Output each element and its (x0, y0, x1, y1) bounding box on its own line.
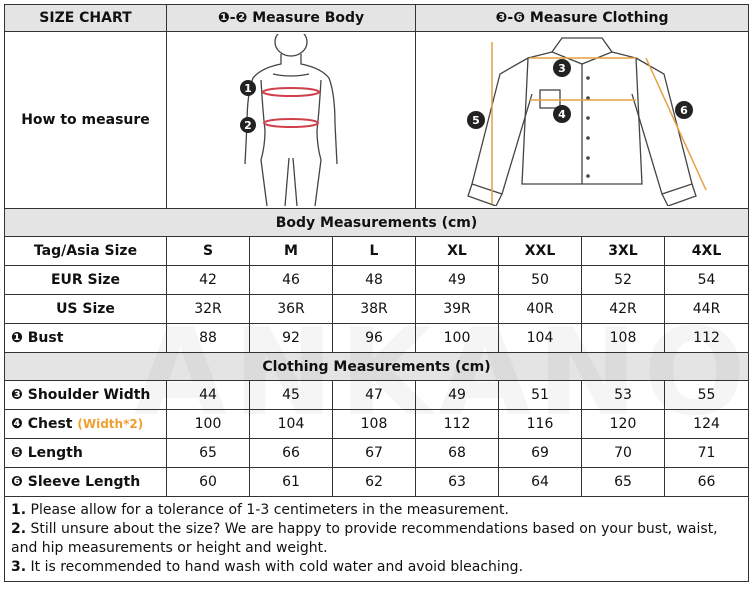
row-label (5, 468, 167, 497)
clothing-heading: ❸-❻ Measure Clothing (416, 5, 749, 32)
row-label (5, 410, 167, 439)
table-row (5, 410, 749, 439)
table-cell: 64 (499, 468, 582, 497)
size-cell: M (250, 237, 333, 266)
table-cell: 53 (582, 381, 665, 410)
table-cell: 88 (167, 324, 250, 353)
table-cell: 49 (416, 266, 499, 295)
size-chart (4, 4, 748, 592)
bullet-number-icon: ❹ (11, 416, 23, 432)
table-cell: 38R (333, 295, 416, 324)
note-text: It is recommended to hand wash with cold water and avoid bleaching. (26, 559, 524, 575)
table-cell: 108 (582, 324, 665, 353)
table-cell: 100 (416, 324, 499, 353)
table-row (5, 324, 749, 353)
size-chart-table (4, 4, 749, 582)
table-cell: 70 (582, 439, 665, 468)
table-cell: 47 (333, 381, 416, 410)
table-cell: 39R (416, 295, 499, 324)
how-to-measure-label: How to measure (5, 32, 167, 209)
table-cell: 61 (250, 468, 333, 497)
table-cell: 96 (333, 324, 416, 353)
table-cell: 42R (582, 295, 665, 324)
body-figure-icon (201, 34, 381, 206)
body-illustration-cell (167, 32, 416, 209)
table-cell: 67 (333, 439, 416, 468)
table-cell: 120 (582, 410, 665, 439)
table-row (5, 439, 749, 468)
clothing-measurements-title: Clothing Measurements (cm) (5, 353, 749, 381)
bullet-number-icon: ❶ (11, 330, 23, 346)
notes-row (5, 497, 749, 582)
row-label (5, 381, 167, 410)
table-cell: 104 (499, 324, 582, 353)
table-cell: 65 (167, 439, 250, 468)
row-label (5, 324, 167, 353)
clothing-measurements-title-row (5, 353, 749, 381)
table-cell: 108 (333, 410, 416, 439)
chest-note: (Width*2) (77, 417, 144, 431)
row-label-text: Shoulder Width (27, 387, 151, 403)
table-cell: 60 (167, 468, 250, 497)
table-cell: 52 (582, 266, 665, 295)
note-number: 2. (11, 521, 27, 537)
table-cell: 66 (665, 468, 749, 497)
marker-3: 3 (558, 62, 566, 75)
table-cell: 100 (167, 410, 250, 439)
table-cell: 46 (250, 266, 333, 295)
size-cell: S (167, 237, 250, 266)
size-cell: 3XL (582, 237, 665, 266)
table-row (5, 468, 749, 497)
table-row (5, 381, 749, 410)
note-text: Still unsure about the size? We are happy to provide recommendations based on your bust, waist, and hip measurements or height and weight. (11, 521, 718, 556)
table-cell: 50 (499, 266, 582, 295)
table-cell: 54 (665, 266, 749, 295)
note-number: 1. (11, 502, 27, 518)
size-cell: XXL (499, 237, 582, 266)
note-number: 3. (11, 559, 27, 575)
tag-size-label: Tag/Asia Size (5, 237, 167, 266)
table-cell: 104 (250, 410, 333, 439)
note-text: Please allow for a tolerance of 1-3 centimeters in the measurement. (26, 502, 509, 518)
size-cell: XL (416, 237, 499, 266)
table-cell: 48 (333, 266, 416, 295)
bullet-number-icon: ❺ (11, 445, 23, 461)
shirt-figure-icon (432, 34, 732, 206)
table-cell: 92 (250, 324, 333, 353)
table-cell: 32R (167, 295, 250, 324)
body-heading: ❶-❷ Measure Body (167, 5, 416, 32)
marker-5: 5 (472, 114, 480, 127)
table-cell: 63 (416, 468, 499, 497)
note-3 (11, 558, 742, 577)
table-cell: 51 (499, 381, 582, 410)
size-cell: L (333, 237, 416, 266)
table-cell: 112 (416, 410, 499, 439)
row-label-text: Length (27, 445, 83, 461)
chart-title: SIZE CHART (5, 5, 167, 32)
table-cell: 68 (416, 439, 499, 468)
note-2 (11, 520, 742, 558)
table-cell: 44 (167, 381, 250, 410)
table-cell: 45 (250, 381, 333, 410)
row-label: US Size (5, 295, 167, 324)
size-cell: 4XL (665, 237, 749, 266)
table-row (5, 295, 749, 324)
table-cell: 42 (167, 266, 250, 295)
table-cell: 116 (499, 410, 582, 439)
row-label-text: Bust (27, 330, 64, 346)
table-cell: 124 (665, 410, 749, 439)
table-cell: 65 (582, 468, 665, 497)
marker-1: 1 (244, 82, 252, 95)
row-label (5, 439, 167, 468)
notes-cell (5, 497, 749, 582)
table-cell: 62 (333, 468, 416, 497)
marker-2: 2 (244, 119, 252, 132)
marker-6: 6 (680, 104, 688, 117)
marker-4: 4 (558, 108, 566, 121)
row-label: EUR Size (5, 266, 167, 295)
size-header-row (5, 237, 749, 266)
body-measurements-title: Body Measurements (cm) (5, 209, 749, 237)
chart-header-row (5, 5, 749, 32)
bullet-number-icon: ❻ (11, 474, 23, 490)
table-cell: 112 (665, 324, 749, 353)
table-cell: 55 (665, 381, 749, 410)
how-to-measure-row (5, 32, 749, 209)
row-label-text: Chest (27, 416, 73, 432)
table-cell: 49 (416, 381, 499, 410)
table-row (5, 266, 749, 295)
note-1 (11, 501, 742, 520)
row-label-text: Sleeve Length (27, 474, 141, 490)
table-cell: 69 (499, 439, 582, 468)
bullet-number-icon: ❸ (11, 387, 23, 403)
table-cell: 44R (665, 295, 749, 324)
table-cell: 40R (499, 295, 582, 324)
body-measurements-title-row (5, 209, 749, 237)
table-cell: 71 (665, 439, 749, 468)
shirt-illustration-cell (416, 32, 749, 209)
table-cell: 36R (250, 295, 333, 324)
table-cell: 66 (250, 439, 333, 468)
